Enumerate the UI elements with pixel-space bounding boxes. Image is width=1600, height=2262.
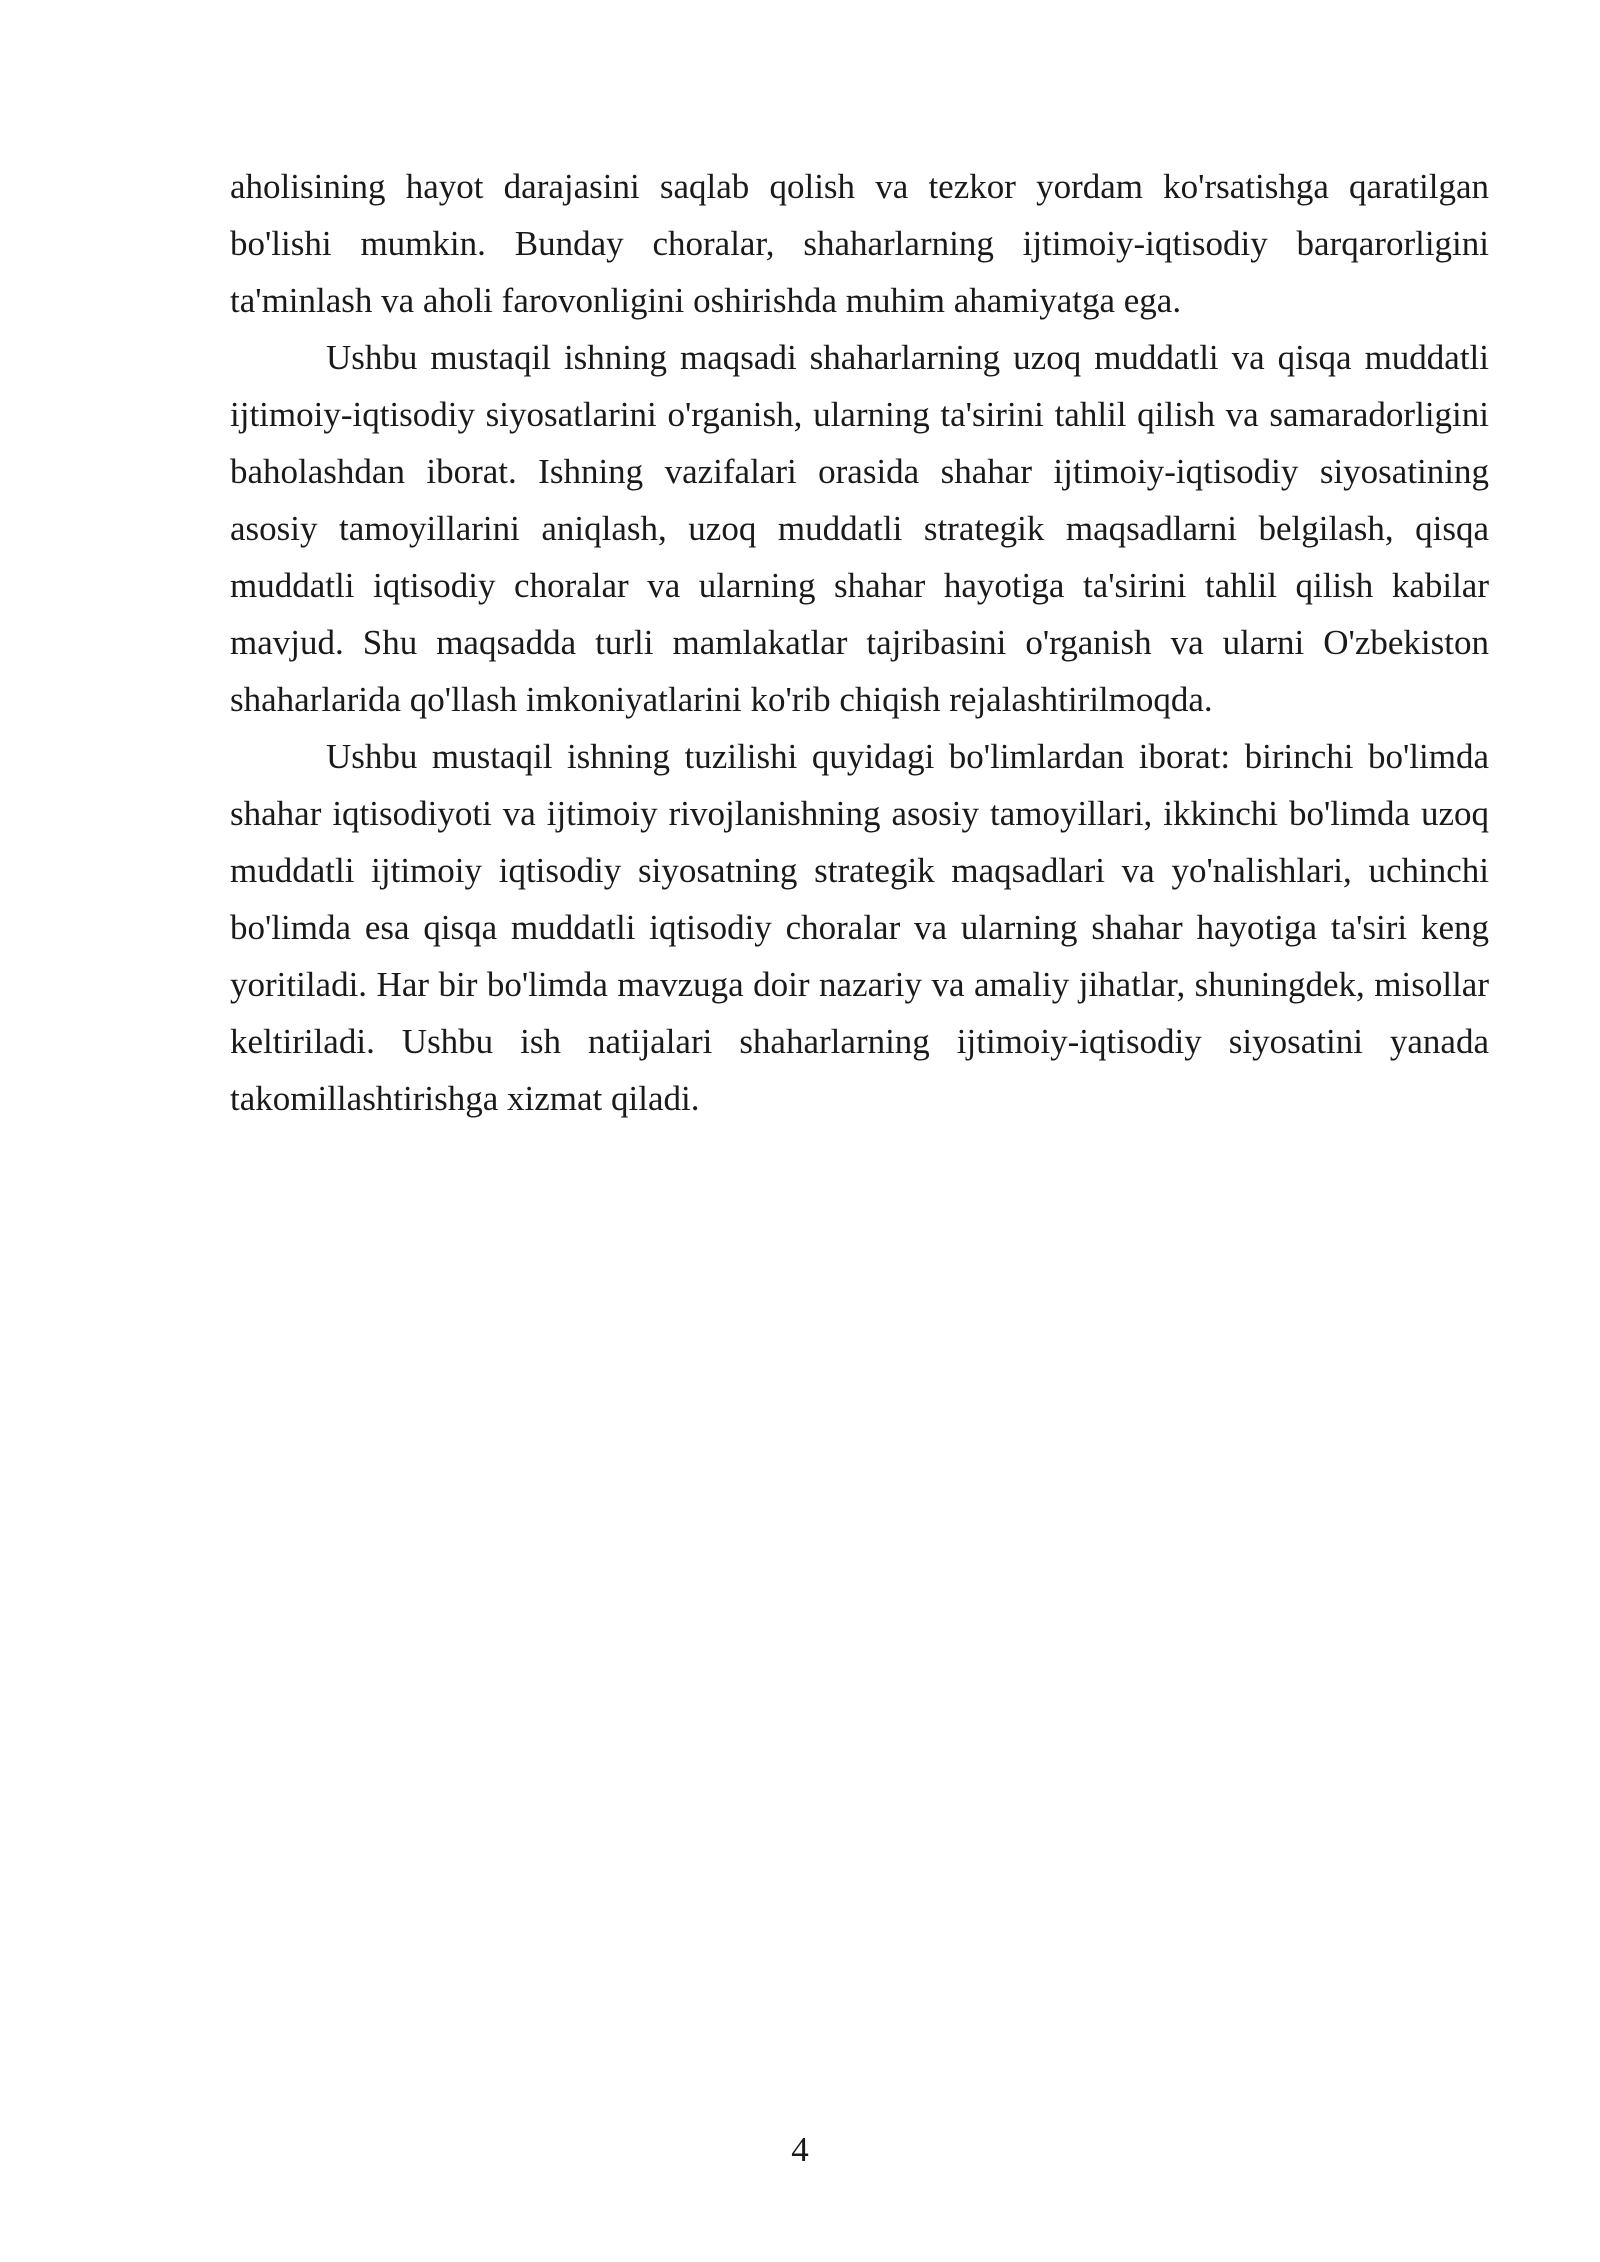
paragraph-structure: Ushbu mustaqil ishning tuzilishi quyidagi bo'limlardan iborat: birinchi bo'limda shahar iqtisodiyoti va ijtimoiy rivojlanishning asosiy tamoyillari, ikkinchi bo'limda uzoq muddatli ijtimoiy iqtisodiy siyosatning strategik maqsadlari va yo'nalishlari, uchinchi bo'limda esa qisqa muddatli iqtisodiy choralar va ularning shahar hayotiga ta'siri keng yoritiladi. Har bir bo'limda mavzuga doir nazariy va amaliy jihatlar, shuningdek, misollar keltiriladi. Ushbu ish natijalari shaharlarning ijtimoiy-iqtisodiy siyosatini yanada takomillashtirishga xizmat qiladi. — [230, 737, 1489, 1118]
paragraph-purpose: Ushbu mustaqil ishning maqsadi shaharlarning uzoq muddatli va qisqa muddatli ijtimoiy-iqtisodiy siyosatlarini o'rganish, ularning ta'sirini tahlil qilish va samaradorligini baholashdan iborat. Ishning vazifalari orasida shahar ijtimoiy-iqtisodiy siyosatining asosiy tamoyillarini aniqlash, uzoq muddatli strategik maqsadlarni belgilash, qisqa muddatli iqtisodiy choralar va ularning shahar hayotiga ta'sirini tahlil qilish kabilar mavjud. Shu maqsadda turli mamlakatlar tajribasini o'rganish va ularni O'zbekiston shaharlarida qo'llash imkoniyatlarini ko'rib chiqish rejalashtirilmoqda. — [230, 338, 1489, 719]
paragraph-continuation: aholisining hayot darajasini saqlab qolish va tezkor yordam ko'rsatishga qaratilgan bo'lishi mumkin. Bunday choralar, shaharlarning ijtimoiy-iqtisodiy barqarorligini ta'minlash va aholi farovonligini oshirishda muhim ahamiyatga ega. — [230, 167, 1489, 320]
page-number: 4 — [791, 2130, 809, 2169]
body-text — [230, 158, 1489, 1127]
